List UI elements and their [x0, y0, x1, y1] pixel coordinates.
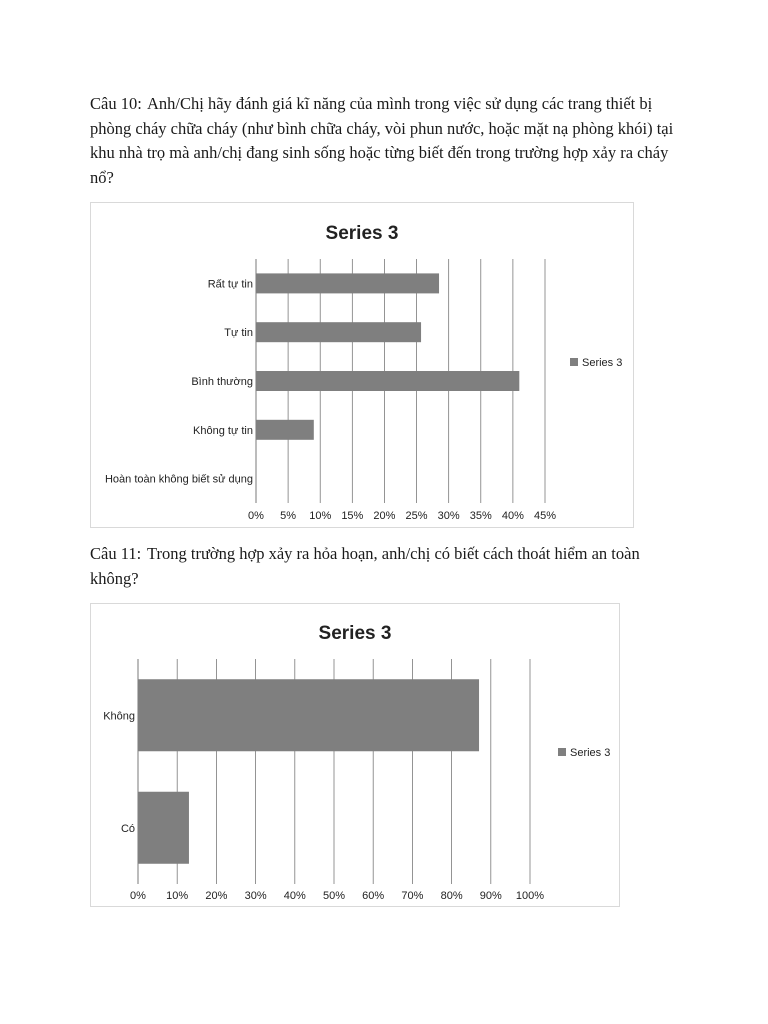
- x-tick-label: 40%: [283, 890, 306, 902]
- x-tick-label: 5%: [280, 510, 297, 522]
- legend-swatch: [558, 748, 566, 756]
- category-label: Không: [103, 710, 135, 723]
- x-tick-label: 45%: [533, 510, 557, 522]
- bar: [138, 679, 479, 751]
- x-tick-label: 20%: [373, 510, 396, 522]
- category-label: Hoàn toàn không biết sử dụng: [104, 473, 253, 486]
- bar: [256, 273, 439, 293]
- category-label: Không tự tin: [193, 424, 253, 437]
- question-10-text: Anh/Chị hãy đánh giá kĩ năng của mình trong việc sử dụng các trang thiết bị phòng cháy chữa cháy (như bình chữa cháy, vòi phun nước, hoặc mặt nạ phòng khói) tại khu nhà trọ mà anh/chị đang sinh sống hoặc từng biết đến trong trường hợp xảy ra cháy nổ?: [90, 94, 674, 187]
- bar: [138, 792, 189, 864]
- x-tick-label: 30%: [437, 510, 460, 522]
- category-label: Rất tự tin: [207, 278, 253, 291]
- bar: [256, 371, 519, 391]
- x-tick-label: 90%: [479, 890, 502, 902]
- question-10: [90, 92, 680, 190]
- x-tick-label: 40%: [501, 510, 524, 522]
- legend-swatch: [570, 358, 578, 366]
- x-tick-label: 30%: [244, 890, 267, 902]
- category-label: Tự tin: [224, 327, 253, 340]
- x-tick-label: 10%: [166, 890, 189, 902]
- x-tick-label: 70%: [401, 890, 424, 902]
- question-11-text: Trong trường hợp xảy ra hỏa hoạn, anh/chị có biết cách thoát hiểm an toàn không?: [90, 544, 640, 588]
- x-tick-label: 60%: [362, 890, 385, 902]
- chart-title: Series 3: [318, 623, 392, 644]
- x-tick-label: 0%: [248, 510, 264, 522]
- chart-evacuation-knowledge: [90, 603, 620, 907]
- legend-label: Series 3: [582, 357, 623, 369]
- question-11-label: Câu 11:: [90, 544, 142, 563]
- category-label: Bình thường: [191, 376, 253, 388]
- chart-title: Series 3: [325, 223, 399, 244]
- x-tick-label: 20%: [205, 890, 228, 902]
- bar: [256, 420, 314, 440]
- bar: [256, 322, 421, 342]
- category-label: Có: [120, 822, 135, 835]
- chart-skill-rating: [90, 202, 634, 528]
- x-tick-label: 80%: [440, 890, 463, 902]
- x-tick-label: 50%: [322, 890, 346, 902]
- chart-evacuation-knowledge-svg: [91, 604, 619, 906]
- question-11: [90, 542, 680, 591]
- x-tick-label: 100%: [515, 890, 545, 902]
- x-tick-label: 25%: [405, 510, 428, 522]
- chart-skill-rating-svg: [91, 203, 633, 527]
- x-tick-label: 35%: [469, 510, 492, 522]
- question-10-label: Câu 10:: [90, 94, 142, 113]
- x-tick-label: 10%: [309, 510, 332, 522]
- x-tick-label: 15%: [341, 510, 364, 522]
- legend-label: Series 3: [570, 747, 611, 759]
- x-tick-label: 0%: [130, 890, 146, 902]
